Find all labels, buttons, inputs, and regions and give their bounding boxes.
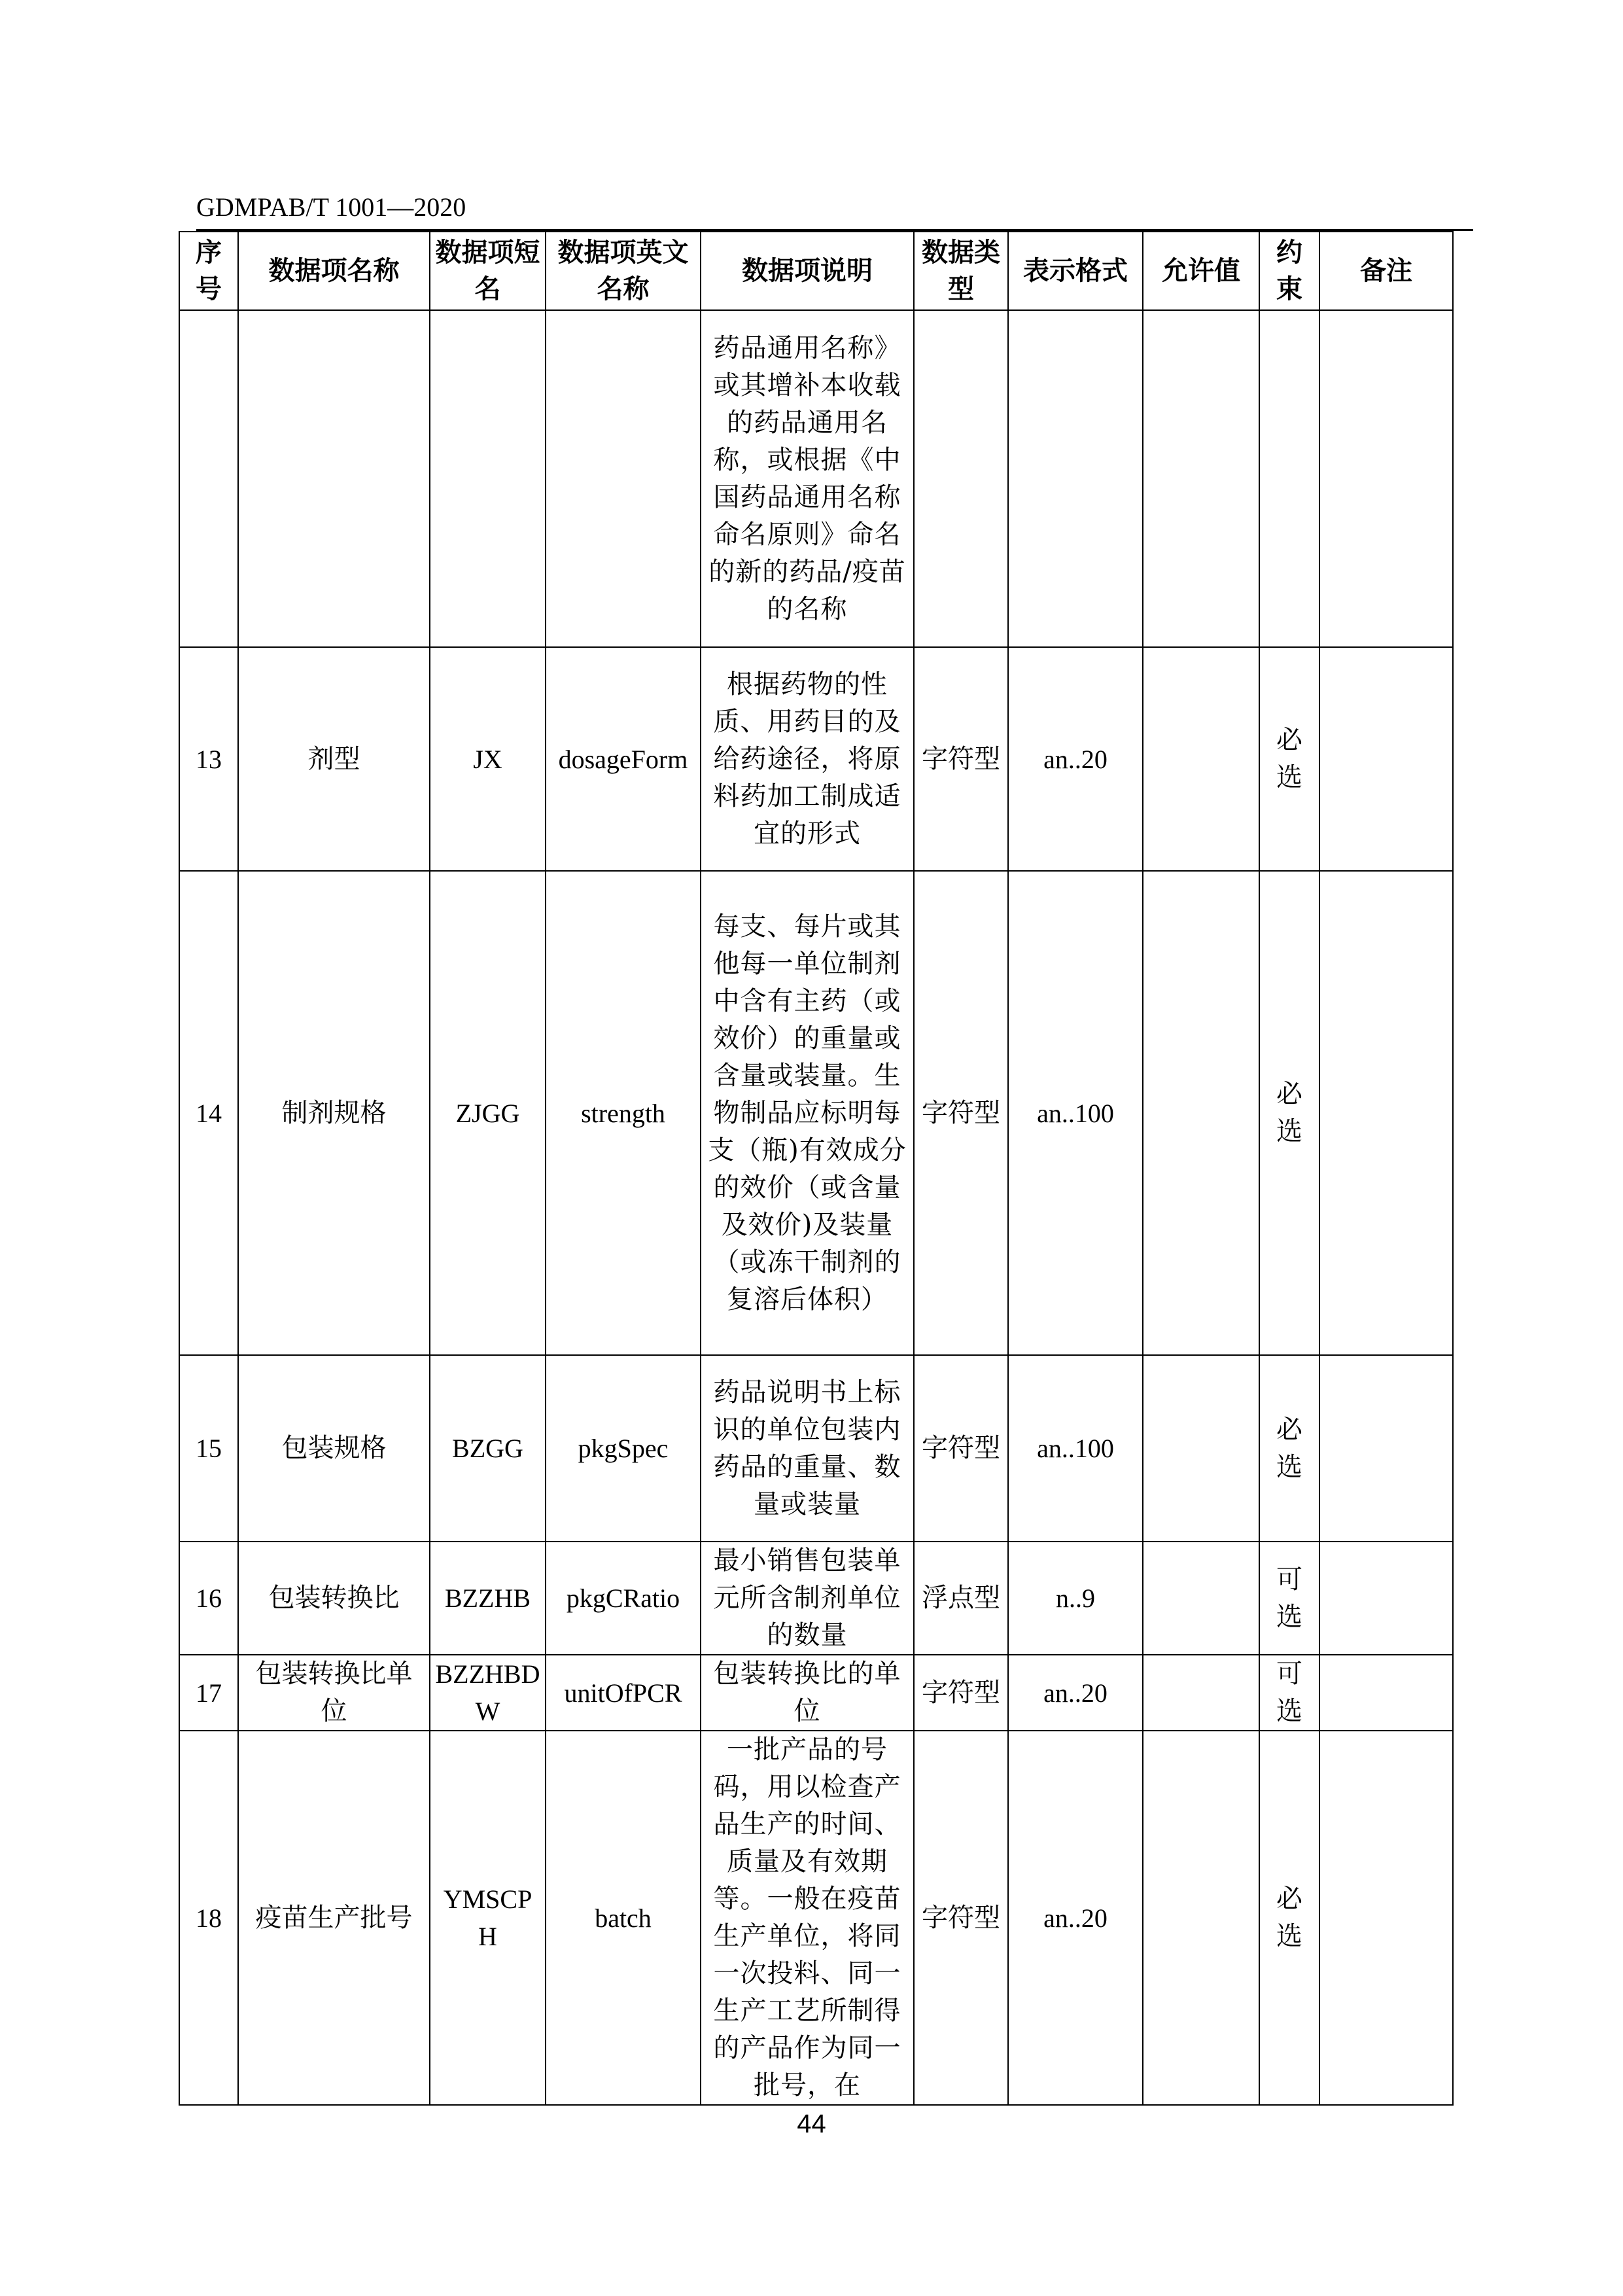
cell-remark [1319,1655,1453,1731]
cell-name: 疫苗生产批号 [238,1731,430,2105]
cell-short-name: BZGG [430,1355,546,1542]
cell-seq: 13 [179,647,238,871]
cell-description: 每支、每片或其他每一单位制剂中含有主药（或效价）的重量或含量或装量。生物制品应标明每支（瓶)有效成分的效价（或含量及效价)及装量（或冻干制剂的复溶后体积） [701,871,914,1355]
cell-short-name: BZZHB [430,1542,546,1655]
header-seq: 序号 [179,232,238,310]
cell-allowed [1143,1731,1259,2105]
cell-name [238,310,430,647]
cell-seq: 14 [179,871,238,1355]
page-number: 44 [797,2110,826,2138]
cell-allowed [1143,647,1259,871]
cell-english-name: strength [546,871,701,1355]
cell-allowed [1143,1655,1259,1731]
cell-format [1008,310,1143,647]
cell-format: an..20 [1008,1655,1143,1731]
cell-allowed [1143,871,1259,1355]
cell-allowed [1143,1355,1259,1542]
cell-remark [1319,647,1453,871]
cell-remark [1319,310,1453,647]
cell-constraint: 必选 [1259,1355,1319,1542]
header-short-name: 数据项短名 [430,232,546,310]
cell-constraint: 必选 [1259,647,1319,871]
cell-seq: 16 [179,1542,238,1655]
cell-remark [1319,1355,1453,1542]
cell-short-name [430,310,546,647]
cell-description: 最小销售包装单元所含制剂单位的数量 [701,1542,914,1655]
cell-constraint: 必选 [1259,871,1319,1355]
cell-description: 根据药物的性质、用药目的及给药途径，将原料药加工制成适宜的形式 [701,647,914,871]
cell-english-name: pkgSpec [546,1355,701,1542]
cell-seq: 15 [179,1355,238,1542]
cell-constraint: 必选 [1259,1731,1319,2105]
header-data-type: 数据类型 [914,232,1008,310]
cell-name: 制剂规格 [238,871,430,1355]
header-english-name: 数据项英文名称 [546,232,701,310]
data-item-table [179,231,1454,2106]
table-row [179,310,1453,647]
cell-allowed [1143,310,1259,647]
cell-name: 包装规格 [238,1355,430,1542]
cell-constraint [1259,310,1319,647]
table-row [179,1655,1453,1731]
cell-short-name: BZZHBDW [430,1655,546,1731]
cell-english-name: dosageForm [546,647,701,871]
header-constraint: 约束 [1259,232,1319,310]
cell-description: 包装转换比的单位 [701,1655,914,1731]
table-row [179,871,1453,1355]
header-format: 表示格式 [1008,232,1143,310]
cell-data-type: 字符型 [914,1355,1008,1542]
cell-short-name: YMSCPH [430,1731,546,2105]
cell-data-type: 字符型 [914,1731,1008,2105]
cell-format: n..9 [1008,1542,1143,1655]
cell-short-name: JX [430,647,546,871]
header-remark: 备注 [1319,232,1453,310]
cell-description: 药品说明书上标识的单位包装内药品的重量、数量或装量 [701,1355,914,1542]
cell-description: 药品通用名称》或其增补本收载的药品通用名称，或根据《中国药品通用名称命名原则》命名的新的药品/疫苗的名称 [701,310,914,647]
cell-constraint: 可选 [1259,1655,1319,1731]
cell-remark [1319,871,1453,1355]
cell-format: an..100 [1008,1355,1143,1542]
cell-seq [179,310,238,647]
table-row [179,1731,1453,2105]
cell-format: an..20 [1008,647,1143,871]
cell-data-type: 字符型 [914,1655,1008,1731]
cell-data-type: 字符型 [914,871,1008,1355]
table-row [179,1355,1453,1542]
cell-english-name: unitOfPCR [546,1655,701,1731]
cell-name: 剂型 [238,647,430,871]
cell-data-type: 字符型 [914,647,1008,871]
cell-remark [1319,1542,1453,1655]
header-name: 数据项名称 [238,232,430,310]
cell-english-name [546,310,701,647]
table-header-row [179,232,1453,310]
cell-english-name: pkgCRatio [546,1542,701,1655]
table-row [179,647,1453,871]
cell-data-type [914,310,1008,647]
cell-data-type: 浮点型 [914,1542,1008,1655]
cell-name: 包装转换比 [238,1542,430,1655]
cell-format: an..20 [1008,1731,1143,2105]
cell-constraint: 可选 [1259,1542,1319,1655]
cell-allowed [1143,1542,1259,1655]
cell-short-name: ZJGG [430,871,546,1355]
cell-remark [1319,1731,1453,2105]
standard-code: GDMPAB/T 1001—2020 [196,192,466,222]
cell-english-name: batch [546,1731,701,2105]
cell-description: 一批产品的号码，用以检查产品生产的时间、质量及有效期等。一般在疫苗生产单位，将同一次投料、同一生产工艺所制得的产品作为同一批号，在 [701,1731,914,2105]
cell-format: an..100 [1008,871,1143,1355]
header-description: 数据项说明 [701,232,914,310]
header-allowed: 允许值 [1143,232,1259,310]
cell-name: 包装转换比单位 [238,1655,430,1731]
table-row [179,1542,1453,1655]
cell-seq: 18 [179,1731,238,2105]
cell-seq: 17 [179,1655,238,1731]
